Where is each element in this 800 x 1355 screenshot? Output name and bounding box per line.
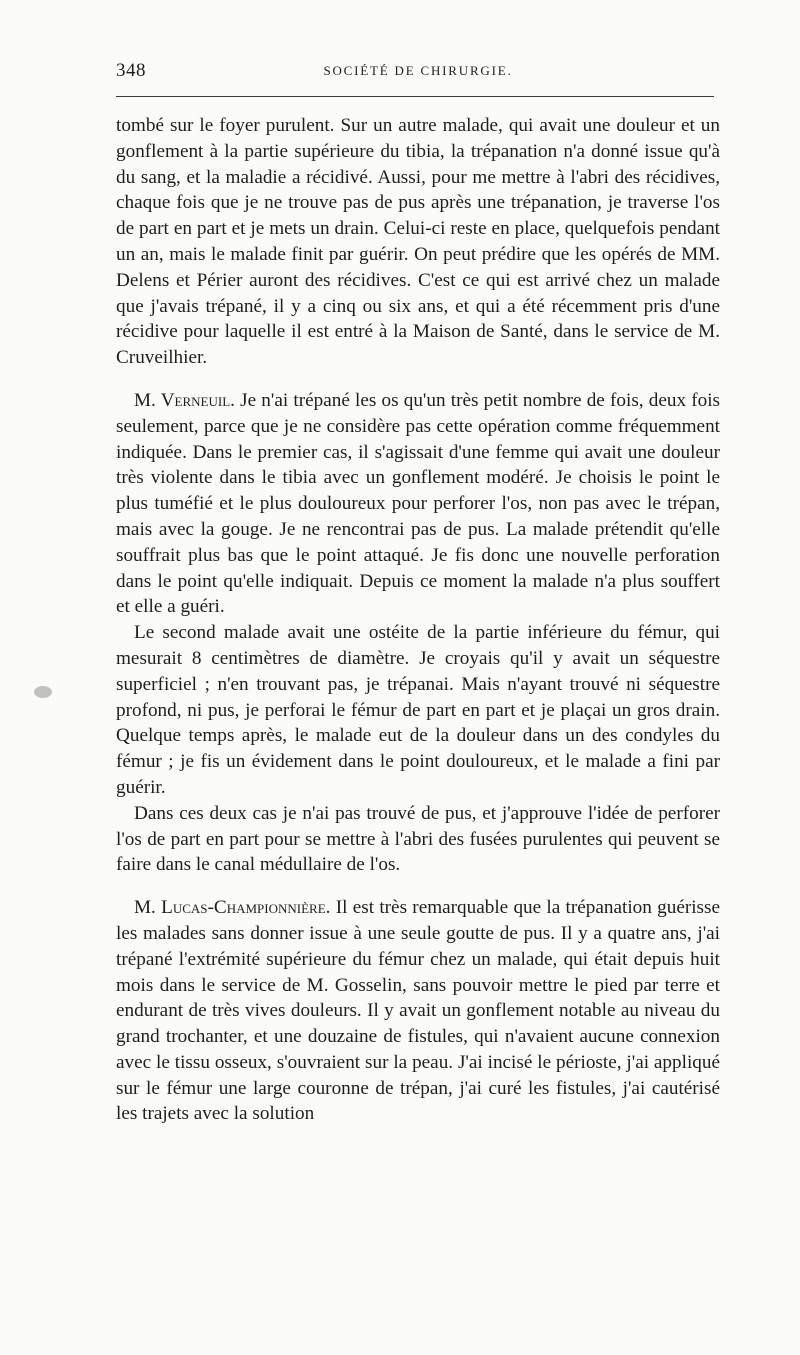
- paragraph-verneuil: [116, 388, 720, 620]
- page-header: [116, 60, 720, 86]
- paragraph-text: tombé sur le foyer purulent. Sur un autre malade, qui avait une douleur et un gonflement à la partie supérieure du tibia, la trépanation n'a donné issue qu'à du sang, et la maladie a récidivé. Aussi, pour me mettre à l'abri des récidives, chaque fois que je ne trouve pas de pus après une trépanation, je traverse l'os de part en part et je mets un drain. Celui-ci reste en place, quelquefois pendant un an, mais le malade finit par guérir. On peut prédire que les opérés de MM. Delens et Périer auront des récidives. C'est ce qui est arrivé chez un malade que j'avais trépané, il y a cinq ou six ans, et qui a été récemment pris d'une récidive pour laquelle il est entré à la Maison de Santé, dans le service de M. Cruveilhier.: [116, 115, 720, 369]
- page-number: 348: [116, 60, 146, 81]
- paragraph-text: Le second malade avait une ostéite de la partie inférieure du fémur, qui mesurait 8 centimètres de diamètre. Je croyais qu'il y avait un séquestre superficiel ; n'en trouvant pas, je trépanai. Mais n'ayant trouvé ni séquestre profond, ni pus, je perforai le fémur de part en part et je plaçai un gros drain. Quelque temps après, le malade eut de la douleur dans un des condyles du fémur ; je fis un évidement dans le point douloureux, et le malade a fini par guérir.: [116, 622, 720, 798]
- body-text: [116, 113, 720, 1127]
- paragraph-text: Dans ces deux cas je n'ai pas trouvé de pus, et j'approuve l'idée de perforer l'os de part en part pour se mettre à l'abri des fusées purulentes qui peuvent se faire dans le canal médullaire de l'os.: [116, 802, 720, 876]
- running-title: SOCIÉTÉ DE CHIRURGIE.: [323, 63, 513, 78]
- paragraph-text: Il est très remarquable que la trépanation guérisse les malades sans donner issue à une seule goutte de pus. Il y a quatre ans, j'ai trépané l'extrémité supérieure du fémur chez un malade, qui était depuis huit mois dans le service de M. Gosselin, sans pouvoir mettre le pied par terre et endurant de très vives douleurs. Il y avait un gonflement notable au niveau du grand trochanter, et une douzaine de fistules, qui n'avaient aucune connexion avec le tissu osseux, s'ouvraient sur la peau. J'ai incisé le périoste, j'ai appliqué sur le fémur une large couronne de trépan, j'ai curé les fistules, j'ai cautérisé les trajets avec la solution: [116, 897, 721, 1125]
- paragraph-continuation: [116, 113, 720, 371]
- paragraph-second-case: [116, 620, 720, 801]
- paragraph-text: Je n'ai trépané les os qu'un très petit nombre de fois, deux fois seulement, parce que je ne considère pas cette opération comme fréquemment indiquée. Dans le premier cas, il s'agissait d'une femme qui avait une douleur très violente dans le tibia avec un gonflement modéré. Je choisis le point le plus tuméfié et le plus douloureux pour perforer l'os, non pas avec le trépan, mais avec la gouge. Je ne rencontrai pas de pus. La malade prétendit qu'elle souffrait plus bas que le point attaqué. Je fis donc une nouvelle perforation dans le point qu'elle indiquait. Depuis ce moment la malade n'a plus souffert et elle a guéri.: [116, 389, 721, 618]
- header-rule: [116, 96, 714, 97]
- paragraph-lucas-championniere: [116, 895, 720, 1127]
- speaker-name: M. Lucas-Championnière.: [134, 897, 331, 919]
- paragraph-conclusion: [116, 801, 720, 878]
- speaker-name: M. Verneuil.: [134, 389, 235, 411]
- ink-blot: [34, 686, 52, 698]
